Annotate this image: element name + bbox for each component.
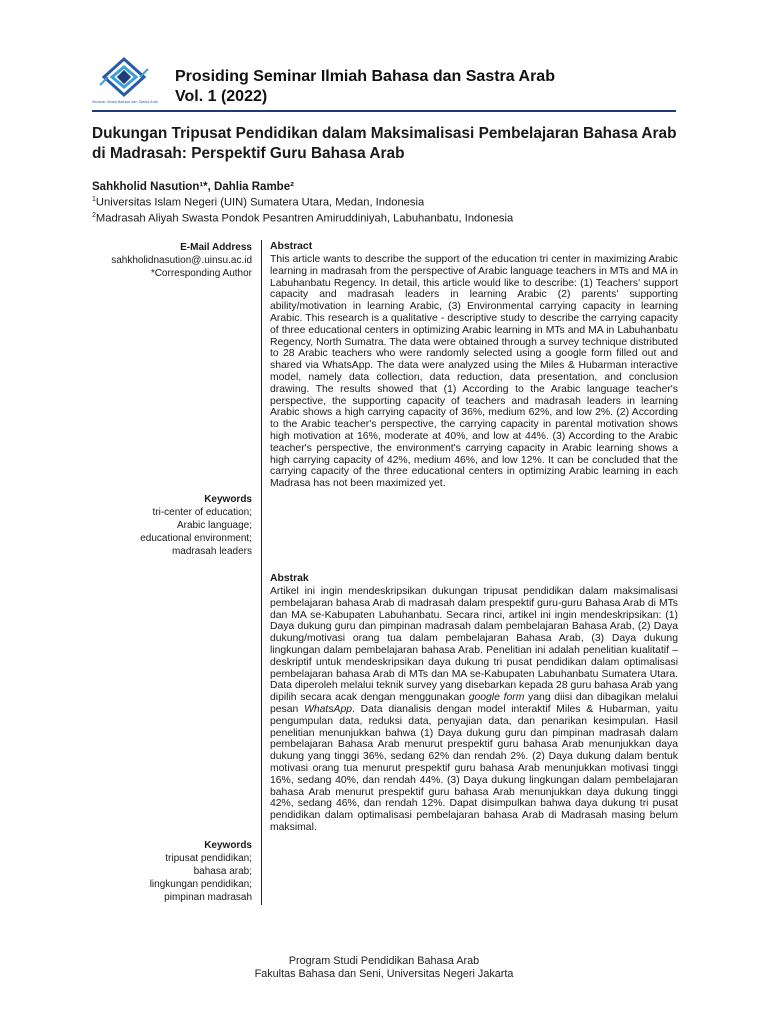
keywords-en-block — [60, 493, 252, 558]
column-divider — [261, 240, 262, 905]
abstract-heading: Abstract — [270, 241, 313, 252]
affiliation-text: Madrasah Aliyah Swasta Pondok Pesantren Amiruddiniyah, Labuhanbatu, Indonesia — [95, 212, 514, 225]
header-divider — [92, 110, 676, 112]
keyword-item: educational environment; — [140, 533, 252, 544]
journal-title — [175, 67, 555, 107]
logo-caption: Seminar Ilmiah Bahasa dan Sastra Arab — [92, 100, 158, 104]
email-label: E-Mail Address — [180, 242, 252, 253]
corresponding-author: *Corresponding Author — [150, 268, 252, 279]
keywords-id-block — [60, 839, 252, 904]
abstrak-emphasis: WhatsApp — [304, 703, 352, 715]
abstrak-emphasis: google form — [468, 692, 525, 704]
abstrak-text-part: . Data dianalisis dengan model interaktif Miles & Hubarman, yaitu pengumpulan data, reduksi data, penyajian data, dan penarikan kesimpulan. Hasil penelitian menunjukkan bahwa (1) Daya dukung guru dan pimpinan madrasah dalam pembelajaran Bahasa Arab menurut prespektif guru bahasa Arab menunjukkan daya dukung yang tinggi 36%, sedang 62% dan rendah 2%. (2) Daya dukung dalam bentuk motivasi orang tua menurut prespektif guru bahasa Arab menunjukkan motivasi tinggi 16%, sedang 40%, dan rendah 44%. (3) Daya dukung lingkungan dalam pembelajaran bahasa Arab menurut prespektif guru bahasa Arab menunjukkan daya dukung tinggi 42%, sedang 46%, dan rendah 12%. Dapat disimpulkan bahwa daya dukung tri pusat pendidikan dalam optimalisasi pembelajaran bahasa Arab di Madrasah masing belum maksimal. — [270, 703, 679, 833]
keywords-en-label: Keywords — [204, 494, 252, 505]
footer-program: Program Studi Pendidikan Bahasa Arab — [288, 955, 480, 967]
footer-faculty: Fakultas Bahasa dan Seni, Universitas Negeri Jakarta — [254, 968, 514, 980]
journal-name: Prosiding Seminar Ilmiah Bahasa dan Sastra Arab — [175, 68, 555, 85]
keyword-item: Arabic language; — [176, 520, 252, 531]
keywords-id-label: Keywords — [204, 840, 252, 851]
abstrak-text-part: yang diisi dan dibagikan melalui pesan — [270, 692, 678, 715]
email-address[interactable]: sahkholidnasution@.uinsu.ac.id — [111, 255, 252, 266]
journal-volume: Vol. 1 (2022) — [175, 88, 268, 105]
abstrak-heading: Abstrak — [270, 573, 309, 584]
abstrak-text-part: Artikel ini ingin mendeskripsikan dukungan tripusat pendidikan dalam maksimalisasi pembelajaran bahasa Arab di madrasah dalam prespektif guru-guru Bahasa Arab di MTs dan MA se-Kabupaten Labuhanbatu. Secara rinci, artikel ini ingin mendeskripsikan: (1) Daya dukung guru dan pimpinan madrasah dalam pembelajaran Bahasa Arab, (2) Daya dukung/motivasi orang tua dalam pembelajaran Bahasa Arab, (3) Daya dukung lingkungan dalam pembelajaran bahasa Arab. Penelitian ini adalah penelitian kualitatif – deskriptif untuk mendeskripsikan daya dukung tri pusat pendidikan dalam optimalisasi pembelajaran bahasa Arab di MTs dan MA se-Kabupaten Labuhanbatu Sumatera Utara. Data diperoleh melalui teknik survey yang disebarkan kepada 28 guru bahasa Arab yang dipilih secara acak dengan menggunakan — [270, 586, 678, 704]
keyword-item: madrasah leaders — [171, 546, 252, 557]
authors: Sahkholid Nasution¹*, Dahlia Rambe² — [92, 181, 294, 193]
keyword-item: lingkungan pendidikan; — [149, 879, 252, 890]
affiliation-1 — [92, 196, 424, 209]
email-block — [60, 241, 252, 280]
affiliation-2 — [92, 212, 513, 225]
journal-emblem-icon — [94, 55, 158, 105]
keyword-item: tri-center of education; — [152, 507, 252, 518]
affiliation-number: 2 — [92, 212, 96, 219]
affiliation-text: Universitas Islam Negeri (UIN) Sumatera Utara, Medan, Indonesia — [95, 196, 425, 209]
keyword-item: tripusat pendidikan; — [165, 853, 252, 864]
affiliation-number: 1 — [92, 196, 96, 203]
abstrak-text — [270, 586, 678, 834]
paper-title: Dukungan Tripusat Pendidikan dalam Maksimalisasi Pembelajaran Bahasa Arab di Madrasah: Perspektif Guru Bahasa Arab — [92, 125, 677, 162]
abstract-text: This article wants to describe the support of the education tri center in maximizing Arabic learning in madrasah from the perspective of Arabic language teachers in MTs and MA in Labuhanbatu Regency. In detail, this article would like to describe: (1) Teachers' support capacity and madrasah leaders in learning Arabic (2) parents' supporting ability/motivation in learning Arabic, (3) Environmental carrying capacity in learning Arabic. This research is a qualitative - descriptive study to describe the carrying capacity of three educational centers in optimizing Arabic learning in MTs and MA in Labuhanbatu Regency, North Sumatra. The data were obtained through a survey technique distributed to 28 Arabic teachers who were randomly selected using a google form filled out and shared via WhatsApp. The data were analyzed using the Miles & Hubarman interactive model, namely data collection, data reduction, data presentation, and conclusion drawing. The results showed that (1) According to the Arabic language teacher's perspective, the supporting capacity of teachers and madrasah leaders in learning Arabic shows a high carrying capacity of 36%, medium 62%, and low 2%. (2) According to the Arabic teacher's perspective, the carrying capacity in parental motivation shows high motivation at 16%, moderate at 40%, and low at 44%. (3) According to the Arabic teacher's perspective, the environment's carrying capacity in Arabic learning shows a high carrying capacity of 42%, medium 46%, and low 12%. It can be concluded that the carrying capacity of the three educational centers in optimizing Arabic learning in each Madrasa has not been maximized yet. — [270, 254, 678, 490]
footer — [0, 955, 768, 981]
keyword-item: pimpinan madrasah — [164, 892, 252, 903]
keyword-item: bahasa arab; — [193, 866, 252, 877]
